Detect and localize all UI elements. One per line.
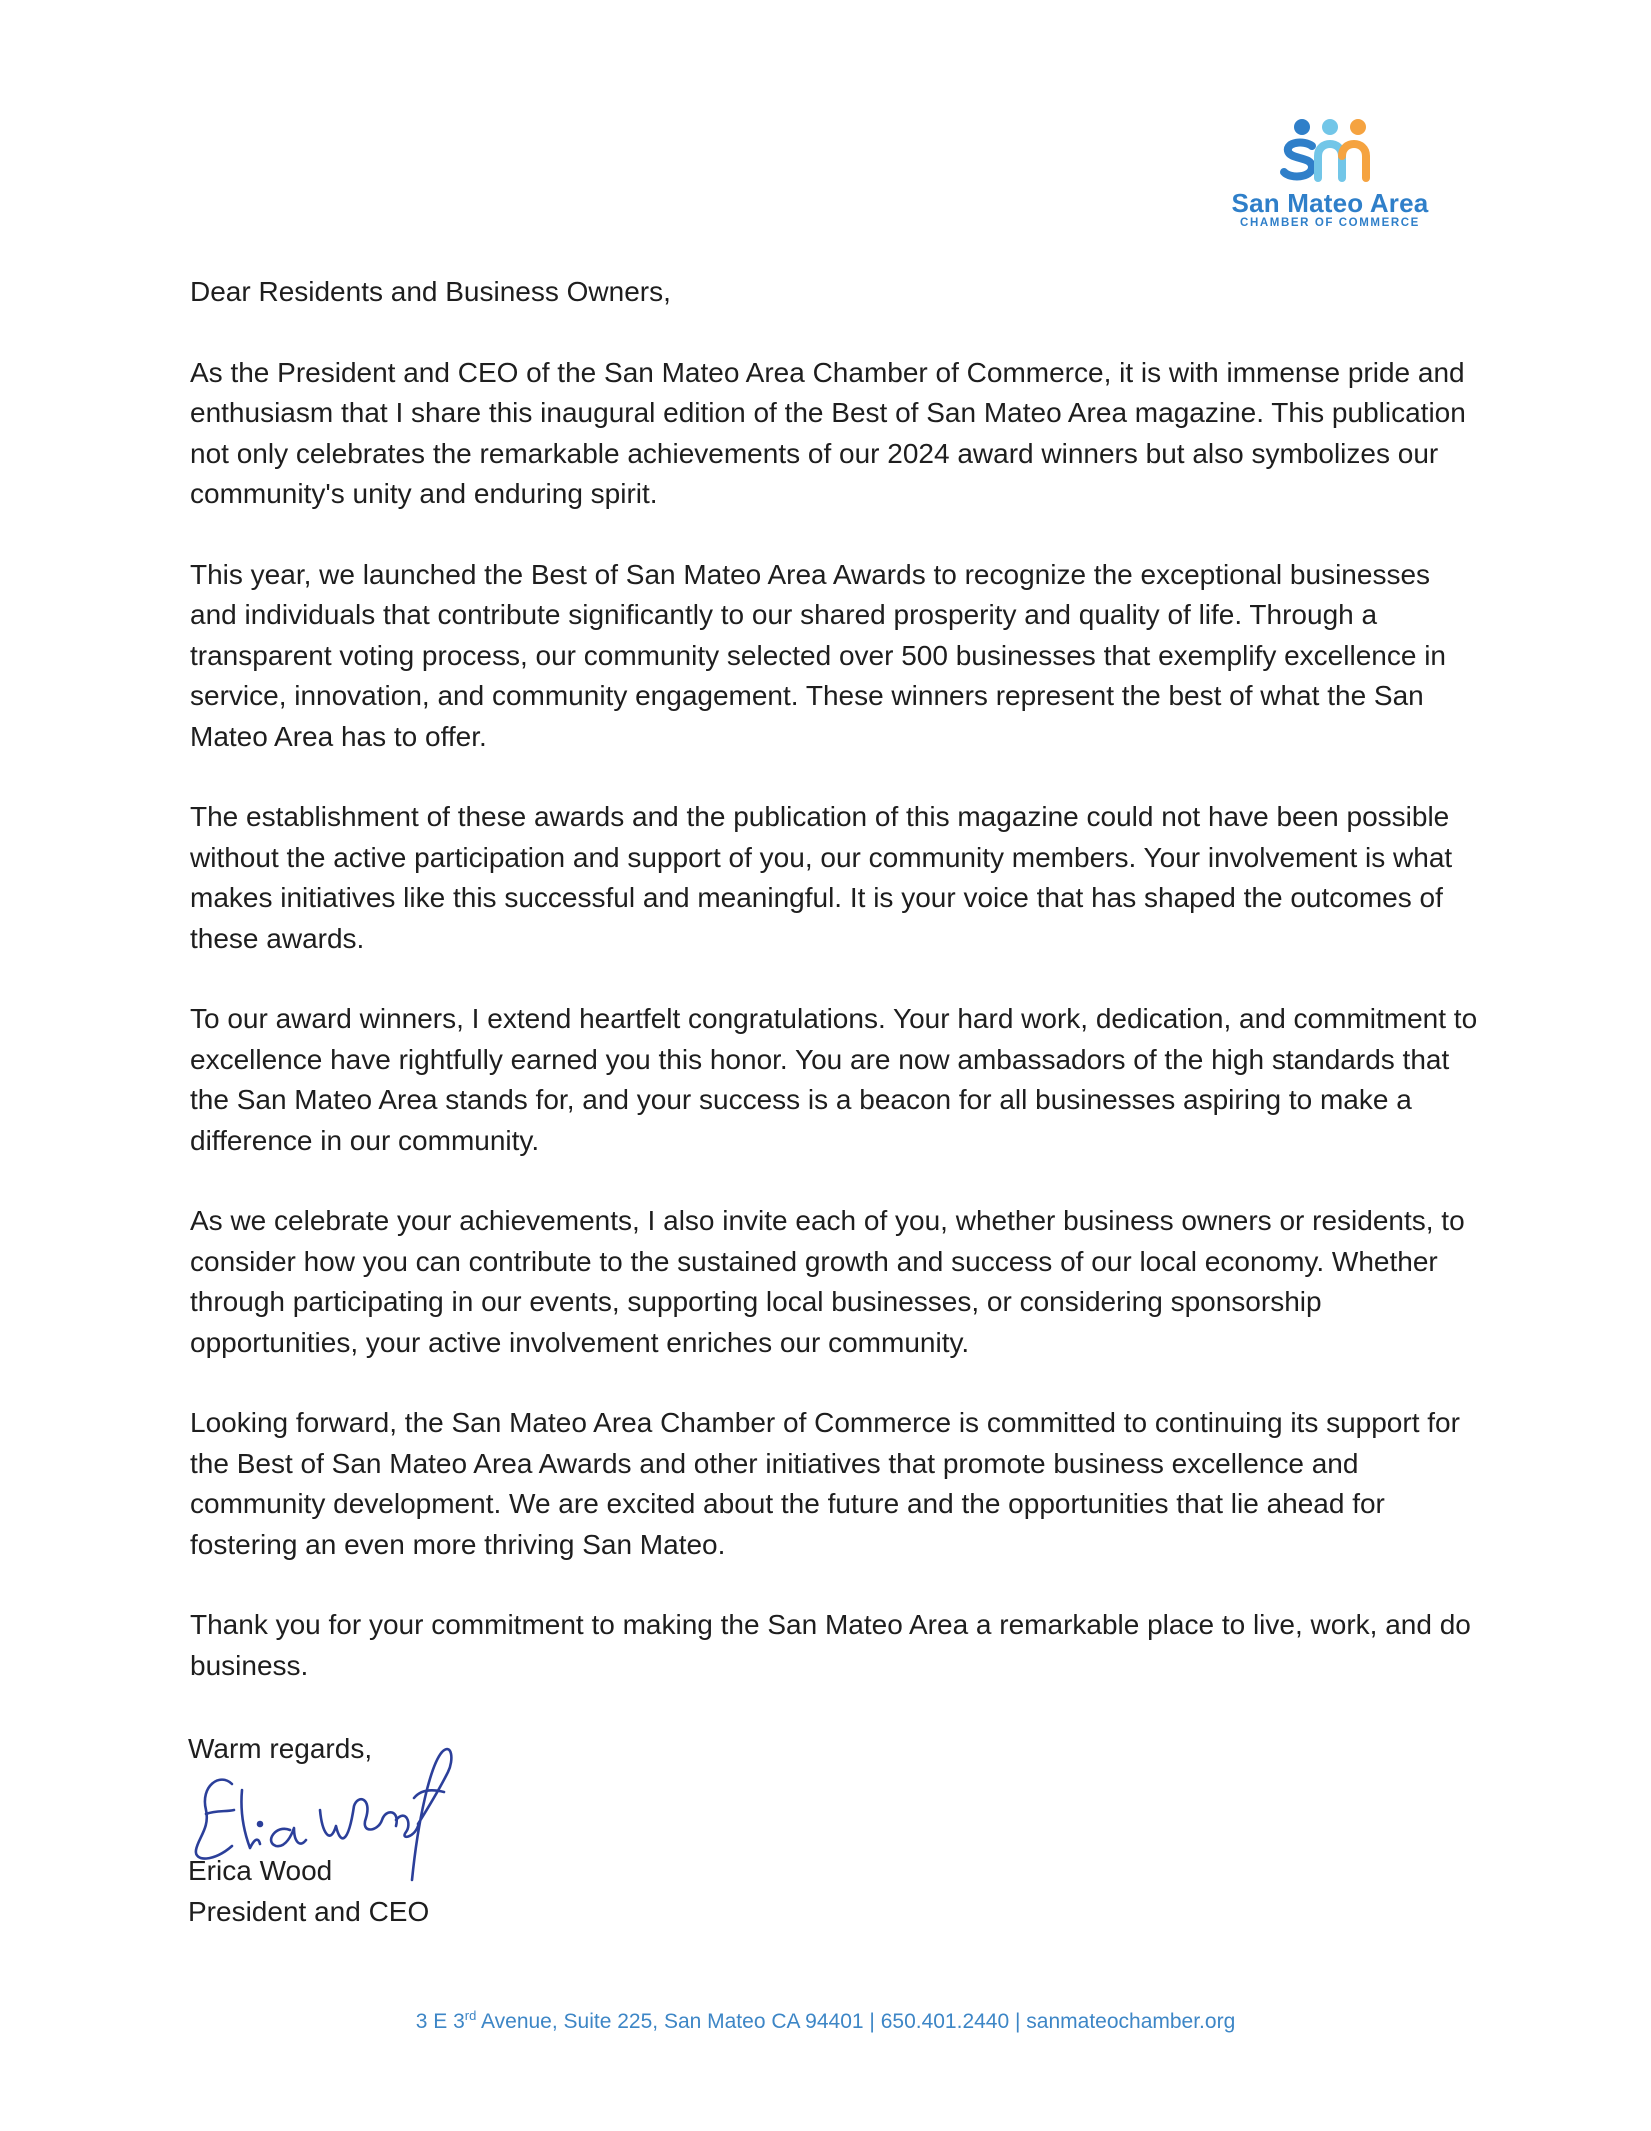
signer-title: President and CEO: [188, 1896, 430, 1927]
paragraph: As the President and CEO of the San Mateo Area Chamber of Commerce, it is with immense pride and enthusiasm that I share this inaugural edition of the Best of San Mateo Area magazine. This publication not only celebrates the remarkable achievements of our 2024 award winners but also symbolizes our community's unity and enduring spirit.: [190, 356, 1466, 509]
chamber-logo-name: San Mateo Area: [1231, 188, 1429, 218]
signer-block: [188, 1850, 429, 1932]
footer-address-rest: Avenue, Suite 225, San Mateo CA 94401 | 650.401.2440 | sanmateochamber.org: [476, 2010, 1236, 2033]
footer-address-ordinal: rd: [464, 2008, 477, 2023]
paragraph: The establishment of these awards and the publication of this magazine could not have been possible without the active participation and support of you, our community members. Your involvement is what makes initiatives like this successful and meaningful. It is your voice that has shaped the outcomes of these awards.: [190, 801, 1453, 954]
paragraph: As we celebrate your achievements, I also invite each of you, whether business owners or residents, to consider how you can contribute to the sustained growth and success of our local economy. Whether through participating in our events, supporting local businesses, or considering sponsorship opportunities, your active involvement enriches our community.: [190, 1205, 1465, 1358]
footer-address-prefix: 3 E 3: [415, 2010, 465, 2033]
footer-contact-line: [0, 2008, 1651, 2034]
closing: Warm regards,: [188, 1733, 373, 1764]
salutation: Dear Residents and Business Owners,: [190, 276, 671, 307]
chamber-logo-mark-icon: [1272, 118, 1388, 184]
paragraph: To our award winners, I extend heartfelt congratulations. Your hard work, dedication, and commitment to excellence have rightfully earned you this honor. You are now ambassadors of the high standards that the San Mateo Area stands for, and your success is a beacon for all businesses aspiring to make a difference in our community.: [190, 1003, 1478, 1156]
paragraph: This year, we launched the Best of San Mateo Area Awards to recognize the exceptional businesses and individuals that contribute significantly to our shared prosperity and quality of life. Through a transparent voting process, our community selected over 500 businesses that exemplify excellence in service, innovation, and community engagement. These winners represent the best of what the San Mateo Area has to offer.: [190, 558, 1446, 752]
paragraph: Thank you for your commitment to making the San Mateo Area a remarkable place to live, work, and do business.: [190, 1609, 1471, 1681]
signer-name: Erica Wood: [188, 1855, 333, 1886]
letter-body: [190, 272, 1480, 1726]
chamber-logo: [1230, 118, 1430, 229]
paragraph: Looking forward, the San Mateo Area Chamber of Commerce is committed to continuing its support for the Best of San Mateo Area Awards and other initiatives that promote business excellence and community development. We are excited about the future and the opportunities that lie ahead for fostering an even more thriving San Mateo.: [190, 1407, 1460, 1560]
chamber-logo-subtitle: CHAMBER OF COMMERCE: [1240, 217, 1420, 229]
